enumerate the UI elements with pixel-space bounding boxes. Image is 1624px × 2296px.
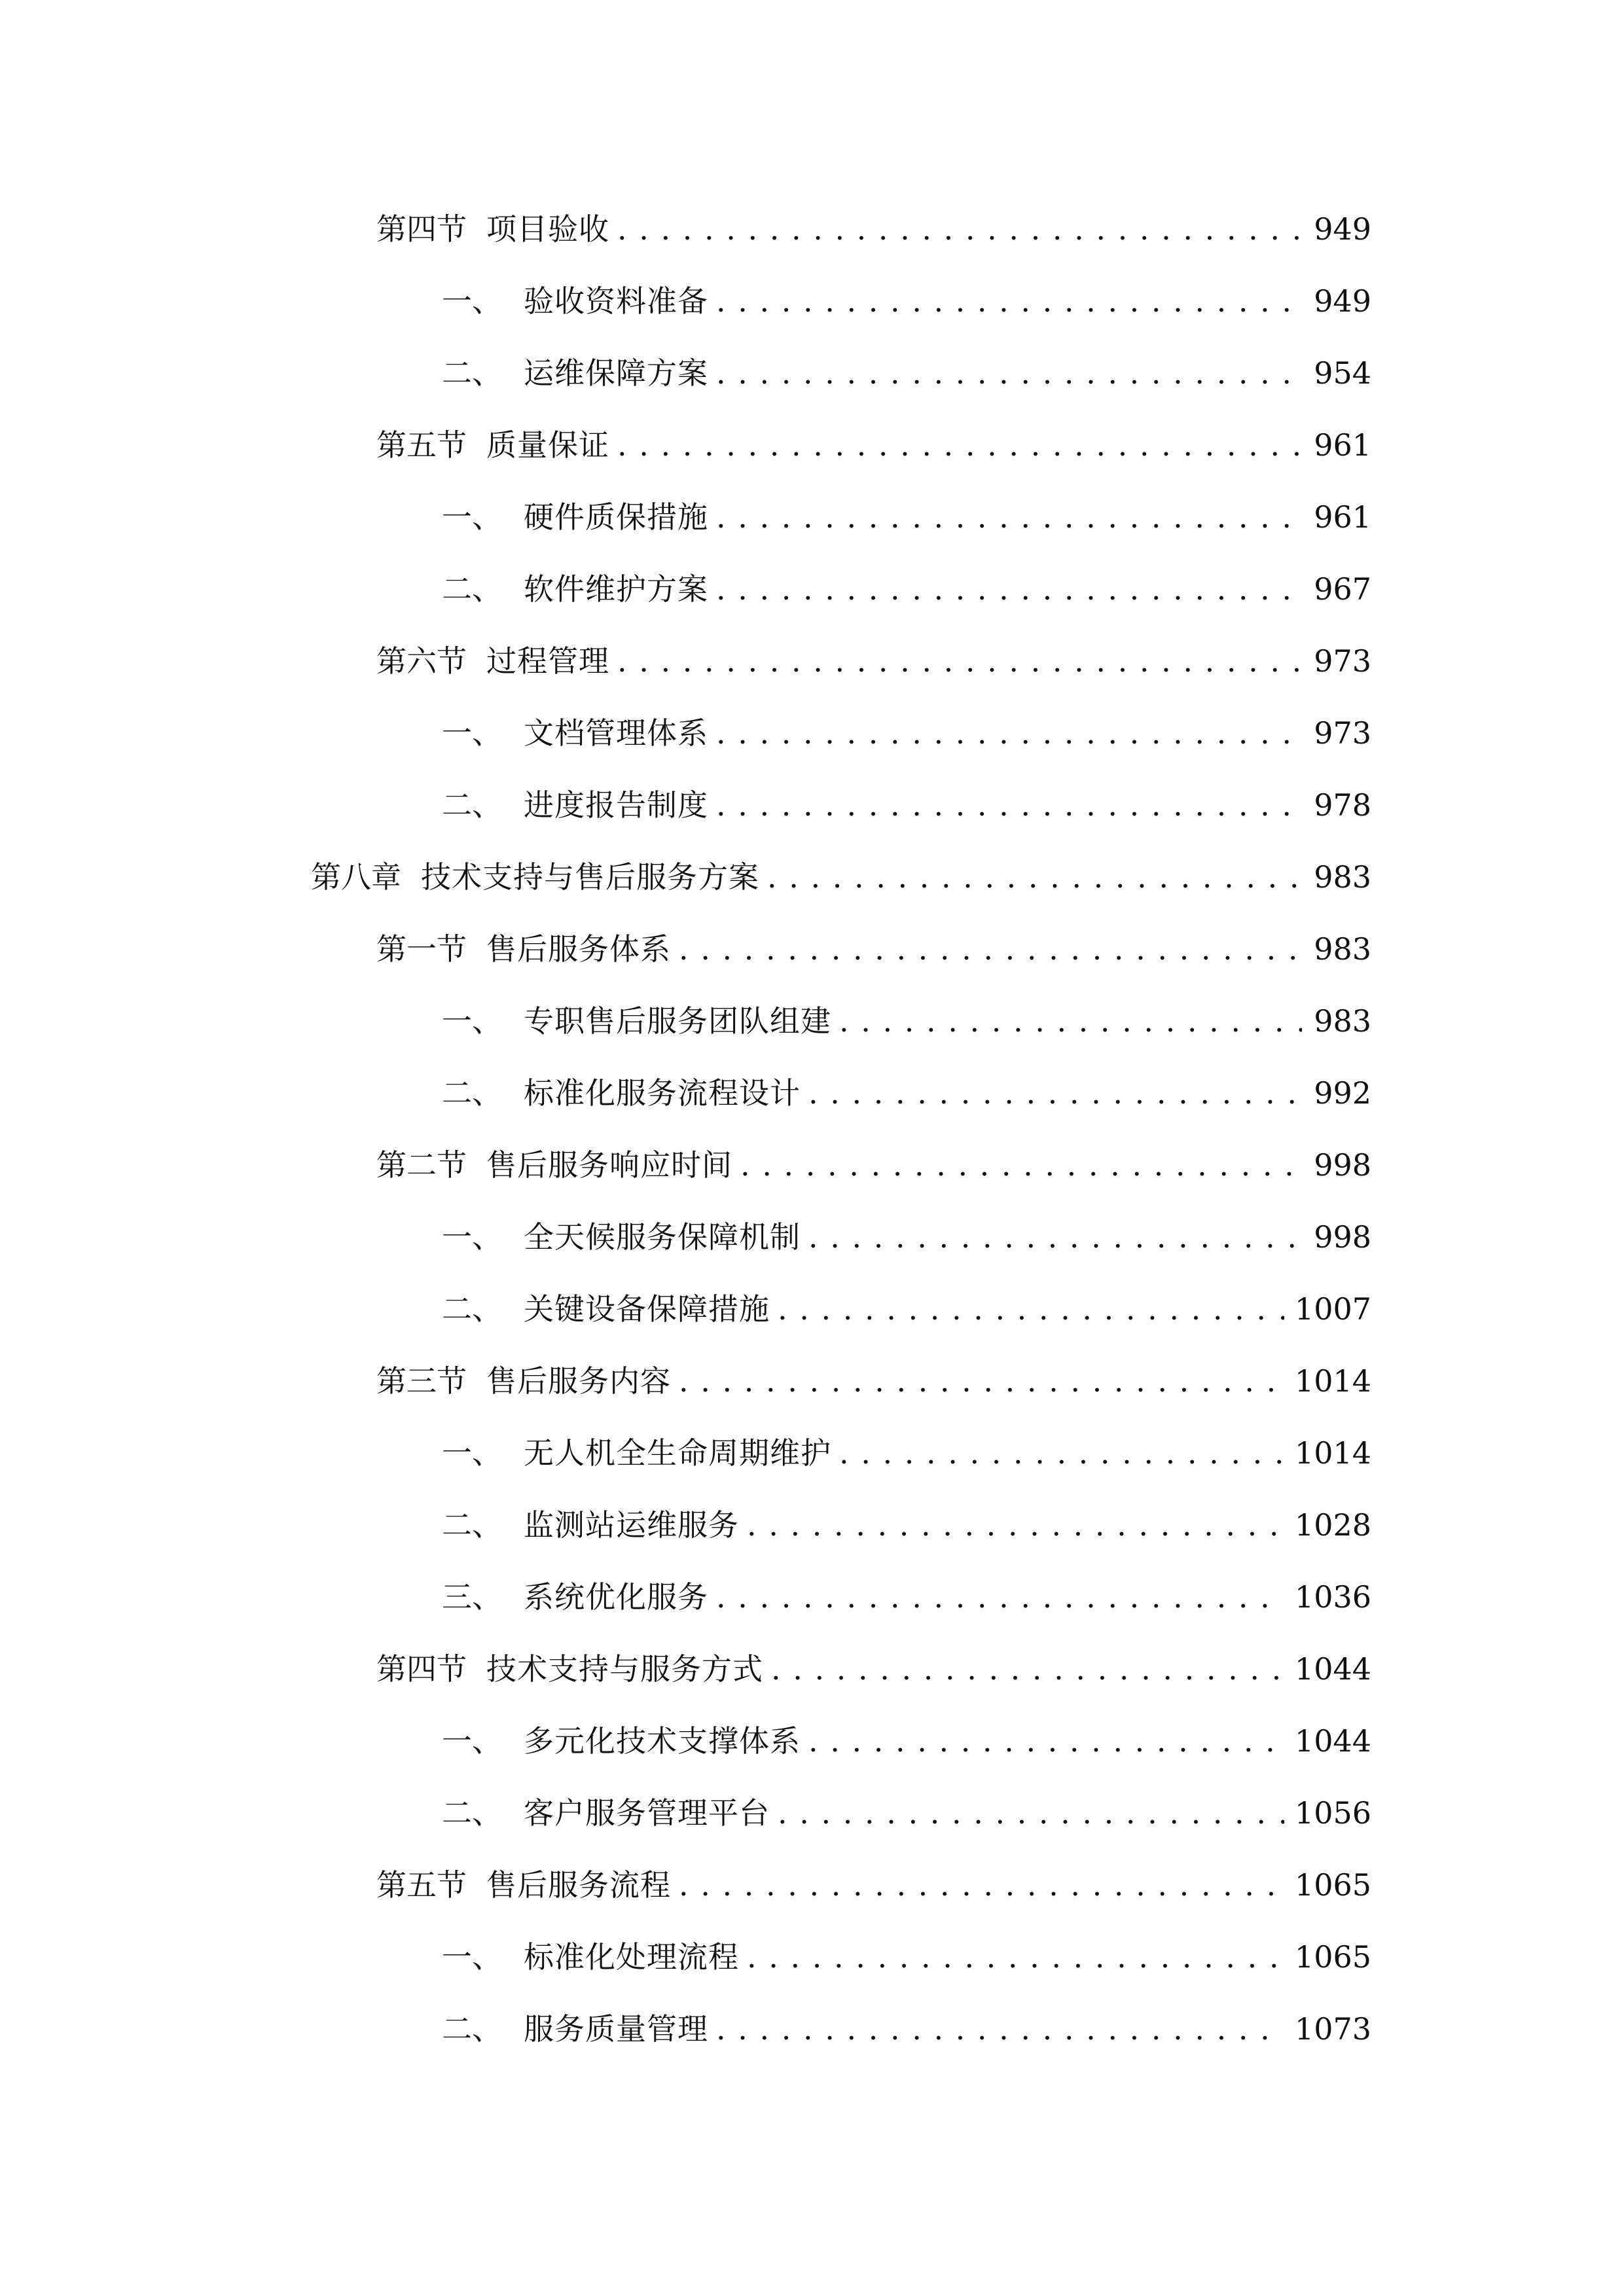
dot-leader [839, 1433, 1284, 1473]
toc-entry-page: 983 [1314, 859, 1371, 895]
dot-leader [716, 569, 1302, 609]
toc-entry-page: 973 [1314, 715, 1371, 751]
toc-entry-title: 服务质量管理 [524, 2011, 708, 2047]
toc-entry-title: 项目验收 [486, 211, 609, 247]
toc-entry-number: 一、 [442, 1435, 502, 1471]
toc-entry-title: 运维保障方案 [524, 355, 708, 391]
toc-entry-page: 954 [1314, 355, 1371, 391]
toc-entry-number: 二、 [442, 1507, 502, 1543]
dot-leader [771, 1649, 1284, 1689]
toc-entry-number: 一、 [442, 715, 502, 751]
toc-entry-page: 967 [1314, 571, 1371, 607]
toc-entry-title: 监测站运维服务 [524, 1507, 739, 1543]
toc-entry-number: 第八章 [311, 859, 401, 895]
toc-entry[interactable] [442, 700, 1371, 766]
toc-entry-page: 1028 [1294, 1507, 1371, 1543]
dot-leader [716, 785, 1302, 825]
toc-entry-number: 第五节 [376, 427, 467, 463]
toc-entry-title: 技术支持与售后服务方案 [421, 859, 759, 895]
toc-entry-number: 一、 [442, 1003, 502, 1039]
toc-entry-page: 1036 [1294, 1579, 1371, 1615]
dot-leader [617, 641, 1302, 681]
toc-entry[interactable] [376, 196, 1371, 262]
toc-entry-page: 983 [1314, 1003, 1371, 1039]
toc-entry[interactable] [442, 484, 1371, 550]
toc-entry[interactable] [376, 1852, 1371, 1918]
dot-leader [839, 1001, 1302, 1041]
dot-leader [767, 857, 1302, 897]
toc-entry-page: 1056 [1294, 1795, 1371, 1831]
toc-entry-title: 软件维护方案 [524, 571, 708, 607]
toc-entry-page: 1044 [1294, 1651, 1371, 1687]
dot-leader [740, 1145, 1302, 1185]
dot-leader [716, 2009, 1284, 2049]
toc-entry-page: 978 [1314, 787, 1371, 823]
dot-leader [778, 1793, 1284, 1833]
toc-entry-title: 客户服务管理平台 [524, 1795, 770, 1831]
toc-entry-page: 1014 [1294, 1435, 1371, 1471]
toc-entry-page: 961 [1314, 427, 1371, 463]
dot-leader [716, 281, 1302, 321]
toc-entry-number: 二、 [442, 2011, 502, 2047]
toc-entry-title: 质量保证 [486, 427, 609, 463]
toc-entry-title: 过程管理 [486, 643, 609, 679]
toc-entry-page: 949 [1314, 283, 1371, 319]
toc-entry-number: 二、 [442, 1795, 502, 1831]
dot-leader [808, 1217, 1302, 1257]
dot-leader [716, 1577, 1284, 1617]
toc-entry[interactable] [442, 1564, 1371, 1630]
toc-entry[interactable] [442, 268, 1371, 334]
toc-entry-title: 验收资料准备 [524, 283, 708, 319]
toc-entry[interactable] [442, 1060, 1371, 1126]
toc-entry-page: 1007 [1294, 1291, 1371, 1327]
toc-entry-title: 技术支持与服务方式 [486, 1651, 763, 1687]
toc-entry-page: 1073 [1294, 2011, 1371, 2047]
toc-entry-page: 998 [1314, 1147, 1371, 1183]
toc-entry[interactable] [442, 1492, 1371, 1558]
toc-entry-number: 二、 [442, 355, 502, 391]
toc-entry-page: 1065 [1294, 1867, 1371, 1903]
toc-entry-number: 二、 [442, 571, 502, 607]
toc-entry-title: 售后服务响应时间 [486, 1147, 732, 1183]
toc-entry-title: 标准化服务流程设计 [524, 1075, 801, 1111]
toc-entry[interactable] [376, 628, 1371, 694]
dot-leader [679, 1361, 1284, 1401]
dot-leader [716, 497, 1302, 537]
toc-entry[interactable] [442, 1708, 1371, 1774]
dot-leader [617, 209, 1302, 249]
toc-entry-number: 第四节 [376, 1651, 467, 1687]
toc-entry[interactable] [442, 1924, 1371, 1990]
toc-entry-page: 983 [1314, 931, 1371, 967]
toc-entry-number: 一、 [442, 1219, 502, 1255]
toc-entry-number: 第五节 [376, 1867, 467, 1903]
toc-entry[interactable] [442, 1276, 1371, 1342]
toc-entry-number: 第一节 [376, 931, 467, 967]
toc-entry-title: 系统优化服务 [524, 1579, 708, 1615]
toc-entry-page: 1014 [1294, 1363, 1371, 1399]
toc-entry-number: 一、 [442, 1939, 502, 1975]
toc-entry[interactable] [376, 1132, 1371, 1198]
toc-entry-number: 一、 [442, 499, 502, 535]
dot-leader [808, 1073, 1302, 1113]
toc-entry-page: 1044 [1294, 1723, 1371, 1759]
toc-entry-title: 文档管理体系 [524, 715, 708, 751]
toc-entry-title: 售后服务内容 [486, 1363, 671, 1399]
toc-entry[interactable] [442, 1204, 1371, 1270]
toc-entry[interactable] [442, 1780, 1371, 1846]
toc-entry-number: 二、 [442, 1075, 502, 1111]
toc-entry[interactable] [442, 1420, 1371, 1486]
toc-entry-page: 998 [1314, 1219, 1371, 1255]
toc-entry[interactable] [442, 1996, 1371, 2062]
toc-entry[interactable] [376, 1348, 1371, 1414]
dot-leader [716, 353, 1302, 393]
toc-entry-title: 无人机全生命周期维护 [524, 1435, 831, 1471]
toc-entry[interactable] [442, 988, 1371, 1054]
toc-entry[interactable] [442, 772, 1371, 838]
toc-entry[interactable] [376, 916, 1371, 982]
toc-entry-page: 949 [1314, 211, 1371, 247]
toc-entry[interactable] [376, 412, 1371, 478]
toc-entry-number: 第四节 [376, 211, 467, 247]
toc-entry-number: 第二节 [376, 1147, 467, 1183]
toc-entry-number: 二、 [442, 1291, 502, 1327]
dot-leader [747, 1937, 1284, 1977]
toc-entry-number: 一、 [442, 1723, 502, 1759]
toc-entry[interactable] [442, 556, 1371, 622]
toc-entry-number: 三、 [442, 1579, 502, 1615]
dot-leader [679, 929, 1302, 969]
toc-entry-page: 1065 [1294, 1939, 1371, 1975]
dot-leader [617, 425, 1302, 465]
toc-entry-chapter[interactable] [311, 844, 1371, 910]
dot-leader [747, 1505, 1284, 1545]
toc-entry-title: 全天候服务保障机制 [524, 1219, 801, 1255]
toc-entry[interactable] [442, 340, 1371, 406]
dot-leader [679, 1865, 1284, 1905]
dot-leader [778, 1289, 1284, 1329]
toc-entry-title: 专职售后服务团队组建 [524, 1003, 831, 1039]
toc-entry-number: 一、 [442, 283, 502, 319]
toc-entry-page: 973 [1314, 643, 1371, 679]
dot-leader [716, 713, 1302, 753]
toc-entry-title: 关键设备保障措施 [524, 1291, 770, 1327]
toc-entry-title: 进度报告制度 [524, 787, 708, 823]
toc-entry-title: 售后服务体系 [486, 931, 671, 967]
toc-entry[interactable] [376, 1636, 1371, 1702]
dot-leader [808, 1721, 1284, 1761]
toc-entry-title: 多元化技术支撑体系 [524, 1723, 801, 1759]
toc-entry-title: 硬件质保措施 [524, 499, 708, 535]
toc-entry-page: 961 [1314, 499, 1371, 535]
toc-entry-number: 第六节 [376, 643, 467, 679]
toc-entry-number: 第三节 [376, 1363, 467, 1399]
toc-entry-title: 标准化处理流程 [524, 1939, 739, 1975]
toc-entry-number: 二、 [442, 787, 502, 823]
toc-entry-title: 售后服务流程 [486, 1867, 671, 1903]
toc-entry-page: 992 [1314, 1075, 1371, 1111]
